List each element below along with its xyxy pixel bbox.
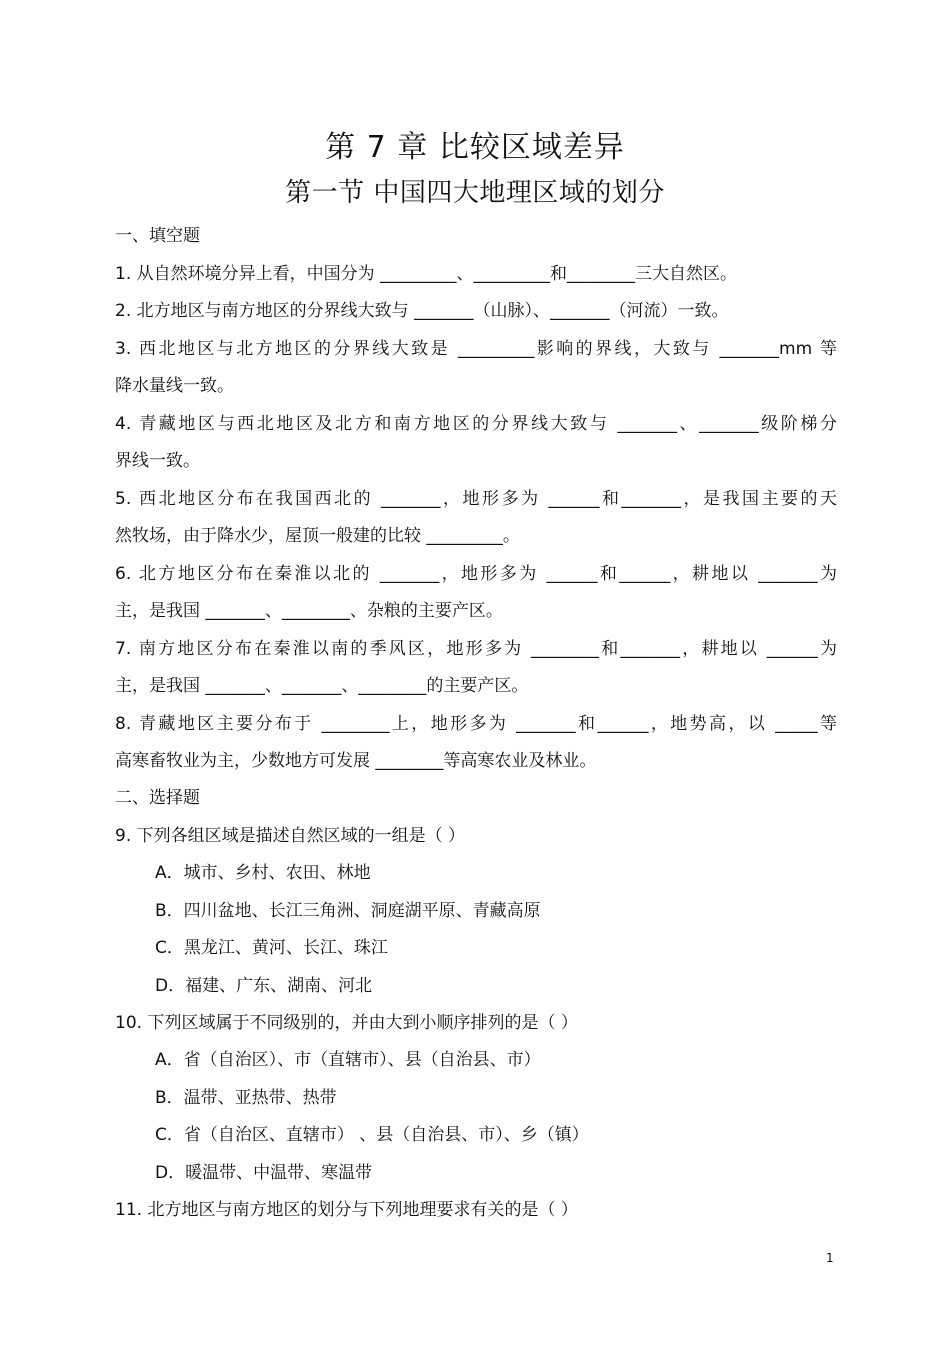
question-10-option-b: B．温带、亚热带、热带	[155, 1088, 337, 1108]
question-9-option-b: B．四川盆地、长江三角洲、洞庭湖平原、青藏高原	[155, 901, 541, 921]
fill-question-6: 6. 北方地区分布在秦淮以北的 _______，地形多为 ______和______，耕地以 _______为	[115, 564, 837, 584]
fill-question-3: 3. 西北地区与北方地区的分界线大致是 _________影响的界线，大致与 _______mm 等	[115, 339, 837, 359]
choice-question-9: 9. 下列各组区域是描述自然区域的一组是（ ）	[115, 826, 466, 846]
fill-question-4-cont: 界线一致。	[115, 451, 200, 471]
question-10-option-d: D．暖温带、中温带、寒温带	[155, 1163, 373, 1183]
fill-question-5-cont: 然牧场，由于降水少，屋顶一般建的比较 _________。	[115, 526, 520, 546]
fill-question-8: 8. 青藏地区主要分布于 ________上，地形多为 _______和______，地势高，以 _____等	[115, 714, 837, 734]
part1-heading: 一、填空题	[115, 226, 200, 246]
choice-question-11: 11. 北方地区与南方地区的划分与下列地理要求有关的是（ ）	[115, 1200, 578, 1220]
question-9-option-a: A．城市、乡村、农田、林地	[155, 863, 371, 883]
fill-question-8-cont: 高寒畜牧业为主，少数地方可发展 ________等高寒农业及林业。	[115, 751, 597, 771]
fill-question-7-cont: 主，是我国 _______、_______、________的主要产区。	[115, 676, 529, 696]
question-9-option-d: D．福建、广东、湖南、河北	[155, 976, 373, 996]
page-number: 1	[826, 1251, 834, 1265]
question-10-option-c: C．省（自治区、直辖市） 、县（自治县、市）、乡（镇）	[155, 1125, 589, 1145]
fill-question-6-cont: 主，是我国 _______、________、杂粮的主要产区。	[115, 601, 503, 621]
fill-question-1: 1. 从自然环境分异上看，中国分为 _________、_________和________三大自然区。	[115, 264, 738, 284]
fill-question-3-cont: 降水量线一致。	[115, 376, 234, 396]
fill-question-7: 7. 南方地区分布在秦淮以南的季风区，地形多为 ________和_______，耕地以 ______为	[115, 639, 837, 659]
fill-question-5: 5. 西北地区分布在我国西北的 _______，地形多为 ______和_______，是我国主要的天	[115, 489, 837, 509]
choice-question-10: 10. 下列区域属于不同级别的，并由大到小顺序排列的是（ ）	[115, 1013, 578, 1033]
fill-question-2: 2. 北方地区与南方地区的分界线大致与 _______（山脉）、_______（河流）一致。	[115, 301, 729, 321]
question-10-option-a: A．省（自治区）、市（直辖市）、县（自治县、市）	[155, 1050, 541, 1070]
part2-heading: 二、选择题	[115, 788, 200, 808]
section-title: 第一节 中国四大地理区域的划分	[285, 178, 665, 208]
question-9-option-c: C．黑龙江、黄河、长江、珠江	[155, 938, 388, 958]
chapter-title: 第 7 章 比较区域差异	[325, 130, 625, 165]
fill-question-4: 4. 青藏地区与西北地区及北方和南方地区的分界线大致与 _______、_______级阶梯分	[115, 414, 837, 434]
